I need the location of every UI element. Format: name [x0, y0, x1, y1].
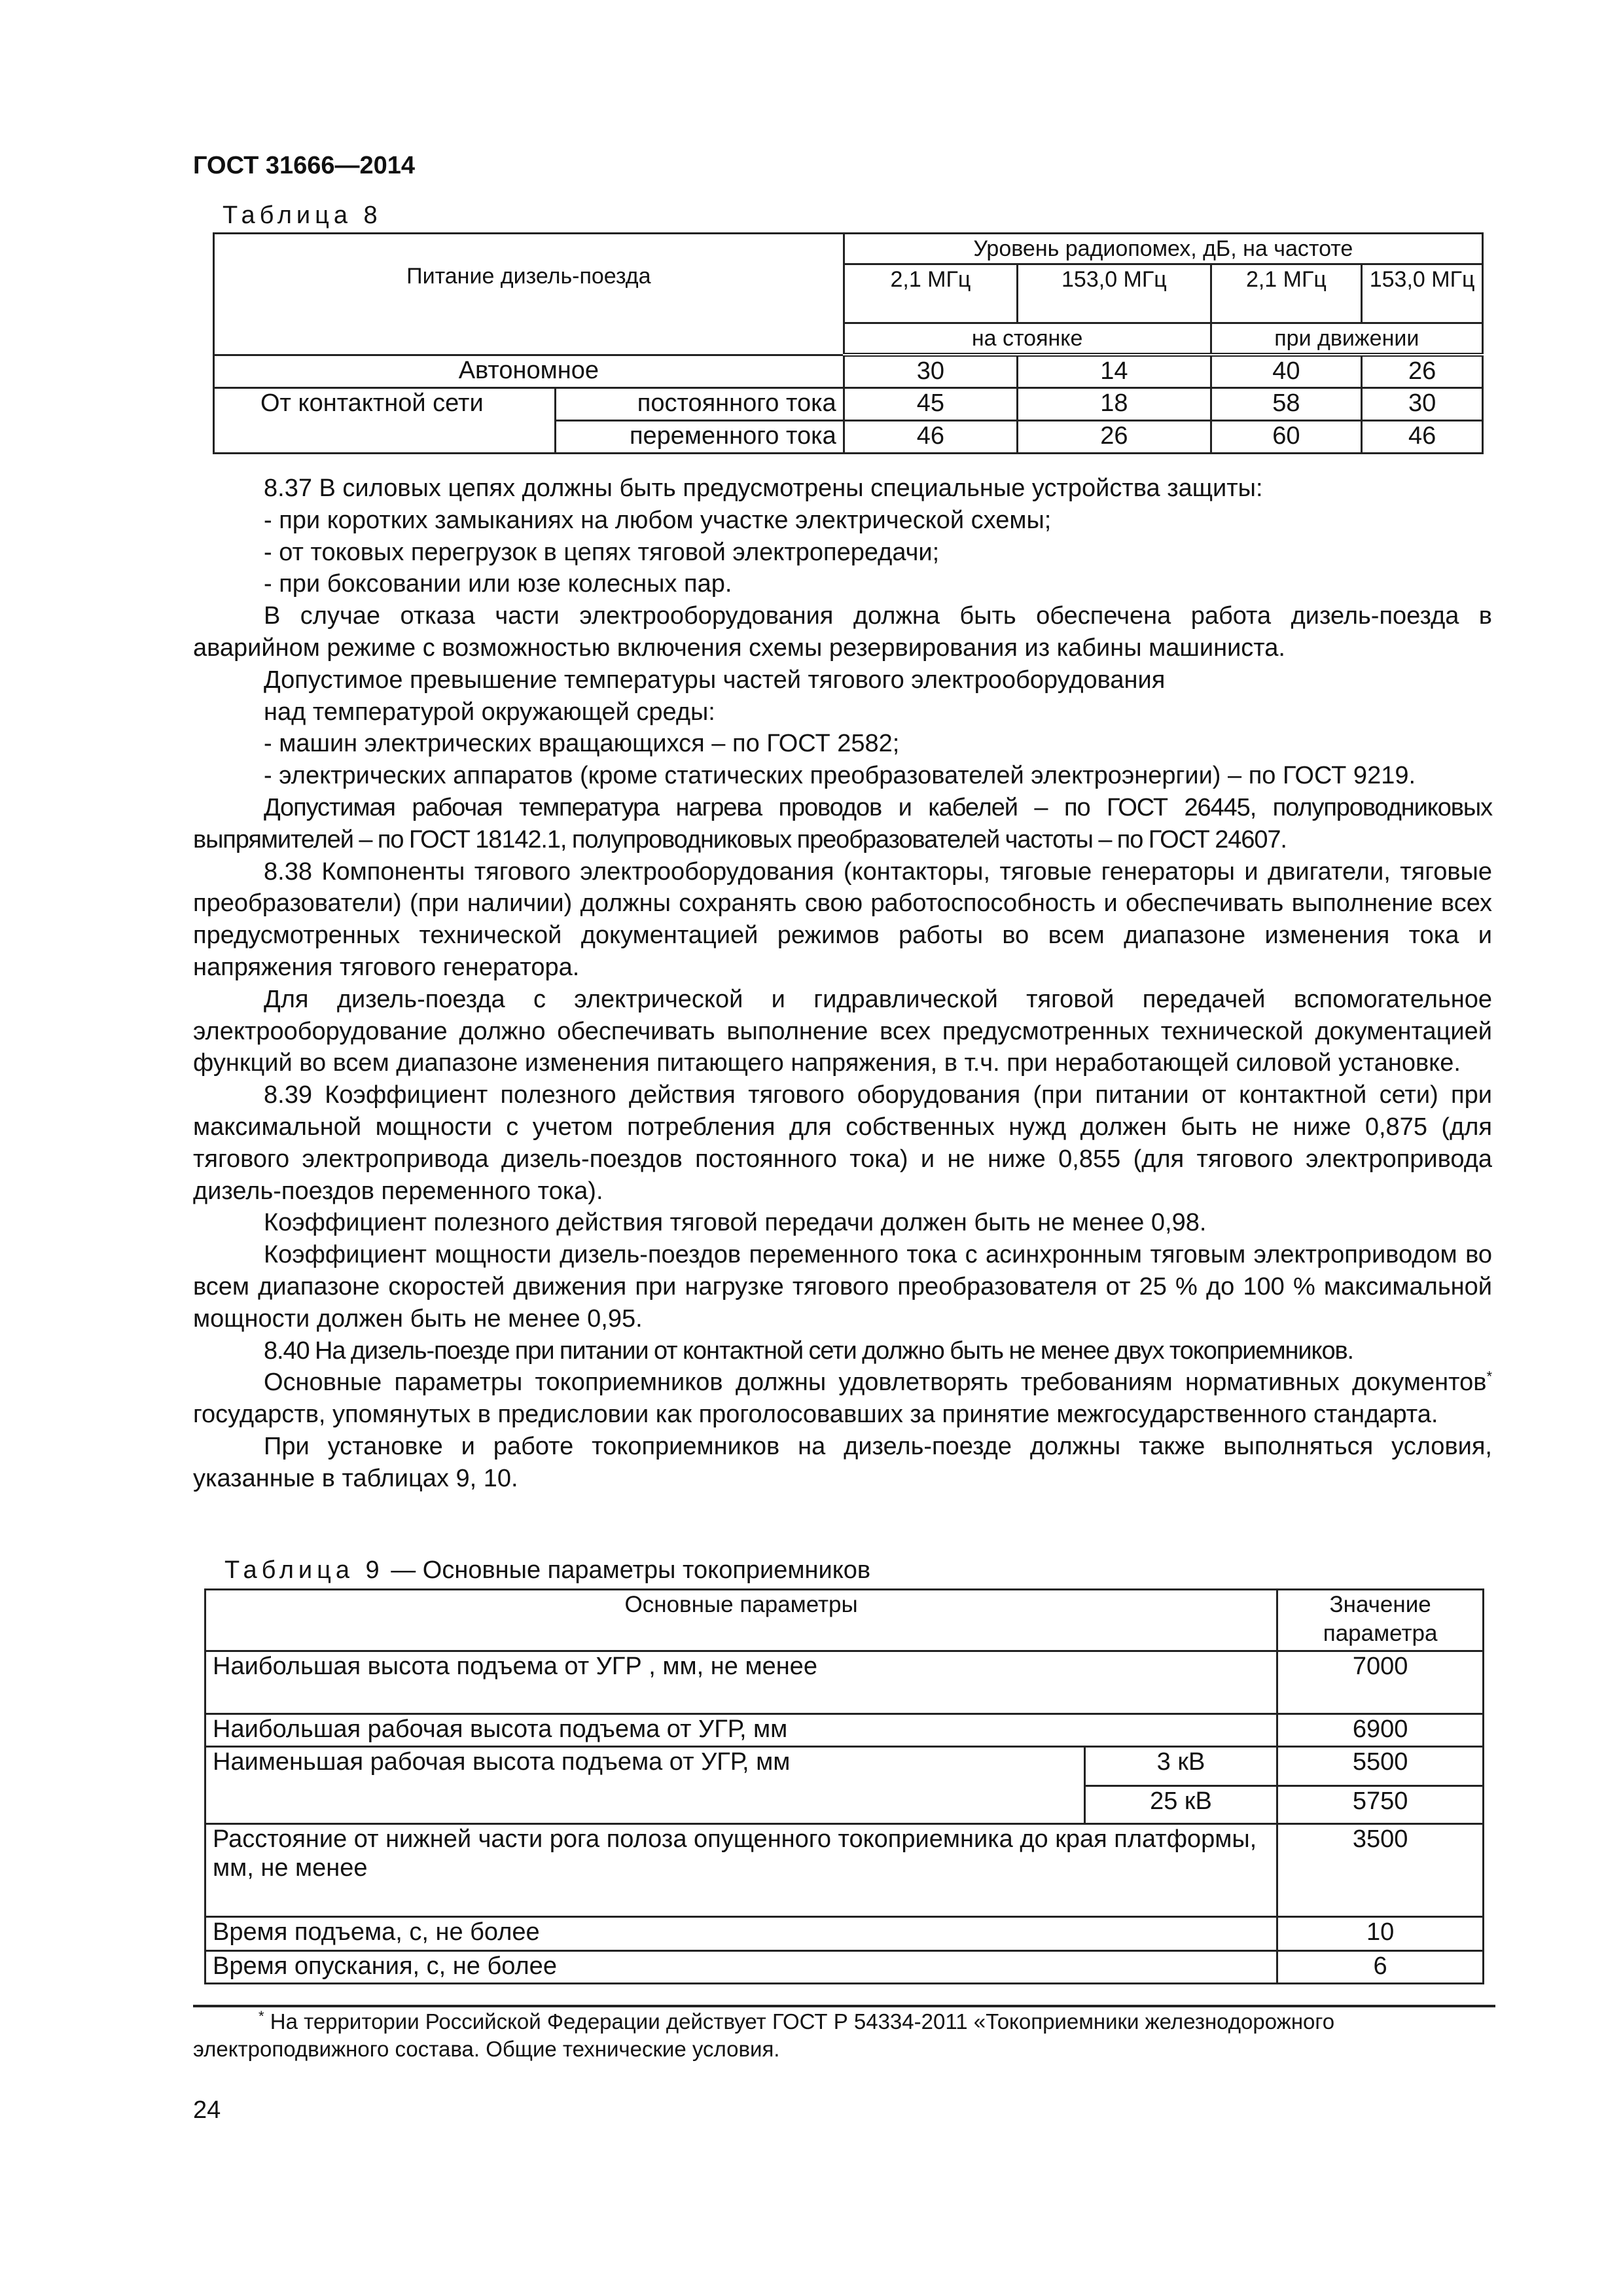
- table8-header-group: Уровень радиопомех, дБ, на частоте: [844, 234, 1482, 264]
- table8-row-label: Автономное: [214, 355, 844, 387]
- footnote-mark: *: [259, 2008, 264, 2024]
- paragraph: - от токовых перегрузок в цепях тяговой электропередачи;: [264, 538, 940, 566]
- table8-freq: 153,0 МГц: [1018, 264, 1211, 323]
- paragraph: Допустимая рабочая температура нагрева проводов и кабелей – по ГОСТ 26445, полупроводниковых выпрямителей – по ГОСТ 18142.1, полупроводниковых преобразователей частоты – по ГОСТ 24607.: [193, 793, 1492, 853]
- table8-cell: 14: [1018, 355, 1211, 387]
- paragraph: Для дизель-поезда с электрической и гидравлической тяговой передачей вспомогательное электрооборудование должно обеспечивать выполнение всех предусмотренных технической документацией функций во всем диапазоне изменения питающего напряжения, в т.ч. при неработающей силовой установке.: [193, 985, 1492, 1077]
- table9-caption-title: — Основные параметры токоприемников: [383, 1556, 871, 1584]
- paragraph-part: Основные параметры токоприемников должны удовлетворять требованиям нормативных документов: [264, 1369, 1487, 1397]
- footnote-text: [193, 2008, 1495, 2063]
- table8-caption: Таблица 8: [223, 202, 382, 229]
- footnote-body: На территории Российской Федерации действует ГОСТ Р 54334-2011 «Токоприемники железнодорожного электроподвижного состава. Общие технические условия.: [193, 2009, 1335, 2061]
- table8-mode-parking: на стоянке: [844, 323, 1211, 355]
- body-text: [193, 473, 1492, 1495]
- paragraph: - машин электрических вращающихся – по ГОСТ 2582;: [264, 730, 900, 758]
- table9-header-param: Основные параметры: [205, 1590, 1277, 1651]
- table8-header-power: Питание дизель-поезда: [214, 234, 844, 355]
- paragraph: 8.38 Компоненты тягового электрооборудования (контакторы, тяговые генераторы и двигатели, тяговые преобразователи) (при наличии) должны сохранять свою работоспособность и обеспечивать выполнение всех предусмотренных технической документацией режимов работы во всем диапазоне изменения тока и напряжения тягового генератора.: [193, 857, 1492, 981]
- table9-param-label: Наименьшая рабочая высота подъема от УГР, мм: [205, 1747, 1085, 1824]
- table8-cell: 46: [844, 420, 1017, 453]
- table9-param-label: Наибольшая высота подъема от УГР , мм, не менее: [205, 1651, 1277, 1714]
- paragraph: Допустимое превышение температуры частей тягового электрооборудования: [264, 666, 1166, 694]
- table-8: [213, 232, 1484, 454]
- table9-value: 10: [1277, 1917, 1484, 1951]
- paragraph: 8.40 На дизель-поезде при питании от контактной сети должно быть не менее двух токоприемников.: [264, 1336, 1354, 1365]
- table9-param-label: Наибольшая рабочая высота подъема от УГР, мм: [205, 1714, 1277, 1747]
- table9-caption: [224, 1556, 870, 1585]
- paragraph: - электрических аппаратов (кроме статических преобразователей электроэнергии) – по ГОСТ 9219.: [264, 762, 1416, 790]
- table8-row-sublabel: постоянного тока: [556, 387, 844, 420]
- table8-cell: 30: [1362, 387, 1483, 420]
- table8-freq: 2,1 МГц: [844, 264, 1017, 323]
- standard-code-header: ГОСТ 31666—2014: [193, 152, 416, 179]
- table8-cell: 30: [844, 355, 1017, 387]
- footnote-mark: *: [1486, 1368, 1492, 1385]
- table9-value: 5750: [1277, 1786, 1484, 1824]
- table8-cell: 60: [1211, 420, 1362, 453]
- page-number: 24: [193, 2096, 221, 2124]
- paragraph: Коэффициент полезного действия тяговой передачи должен быть не менее 0,98.: [264, 1209, 1207, 1237]
- table8-cell: 46: [1362, 420, 1483, 453]
- paragraph: - при коротких замыканиях на любом участке электрической схемы;: [264, 506, 1052, 534]
- table9-value: 3500: [1277, 1824, 1484, 1917]
- table9-value: 7000: [1277, 1651, 1484, 1714]
- table9-header-value: Значение параметра: [1277, 1590, 1484, 1651]
- paragraph: 8.37 В силовых цепях должны быть предусмотрены специальные устройства защиты:: [264, 475, 1263, 502]
- table9-param-label: Время опускания, с, не более: [205, 1951, 1277, 1984]
- paragraph: - при боксовании или юзе колесных пар.: [264, 570, 732, 598]
- table8-freq: 2,1 МГц: [1211, 264, 1362, 323]
- paragraph: Коэффициент мощности дизель-поездов переменного тока с асинхронным тяговым электроприводом во всем диапазоне скоростей движения при нагрузке тягового преобразователя от 25 % до 100 % максимальной мощности должен быть не менее 0,95.: [193, 1241, 1492, 1333]
- paragraph: При установке и работе токоприемников на дизель-поезде должны также выполняться условия, указанные в таблицах 9, 10.: [193, 1432, 1492, 1492]
- table8-cell: 40: [1211, 355, 1362, 387]
- footnote-separator: [193, 2005, 1495, 2007]
- table9-param-label: Время подъема, с, не более: [205, 1917, 1277, 1951]
- table8-cell: 45: [844, 387, 1017, 420]
- table8-freq: 153,0 МГц: [1362, 264, 1483, 323]
- footnote: [193, 2008, 1495, 2063]
- table8-cell: 26: [1362, 355, 1483, 387]
- table9-param-sublabel: 3 кВ: [1084, 1747, 1277, 1786]
- table9-value: 6: [1277, 1951, 1484, 1984]
- table9-value: 6900: [1277, 1714, 1484, 1747]
- table9-value: 5500: [1277, 1747, 1484, 1786]
- table8-row-sublabel: переменного тока: [556, 420, 844, 453]
- table-9: [204, 1588, 1484, 1984]
- paragraph-part: государств, упомянутых в предисловии как проголосовавших за принятие межгосударственного стандарта.: [193, 1401, 1438, 1429]
- paragraph: 8.39 Коэффициент полезного действия тягового оборудования (при питании от контактной сети) при максимальной мощности с учетом потребления для собственных нужд должен быть не ниже 0,875 (для тягового электропривода дизель-поездов постоянного тока) и не ниже 0,855 (для тягового электропривода дизель-поездов переменного тока).: [193, 1081, 1492, 1205]
- table8-cell: 26: [1018, 420, 1211, 453]
- table9-param-sublabel: 25 кВ: [1084, 1786, 1277, 1824]
- table8-cell: 58: [1211, 387, 1362, 420]
- paragraph: над температурой окружающей среды:: [264, 698, 715, 726]
- paragraph: [193, 1367, 1492, 1431]
- table9-param-label: Расстояние от нижней части рога полоза опущенного токоприемника до края платформы, мм, не менее: [205, 1824, 1277, 1917]
- table9-caption-label: Таблица 9: [224, 1556, 384, 1584]
- paragraph: В случае отказа части электрооборудования должна быть обеспечена работа дизель-поезда в аварийном режиме с возможностью включения схемы резервирования из кабины машиниста.: [193, 602, 1492, 662]
- table8-cell: 18: [1018, 387, 1211, 420]
- table8-mode-moving: при движении: [1211, 323, 1482, 355]
- table8-row-label: От контактной сети: [214, 387, 556, 453]
